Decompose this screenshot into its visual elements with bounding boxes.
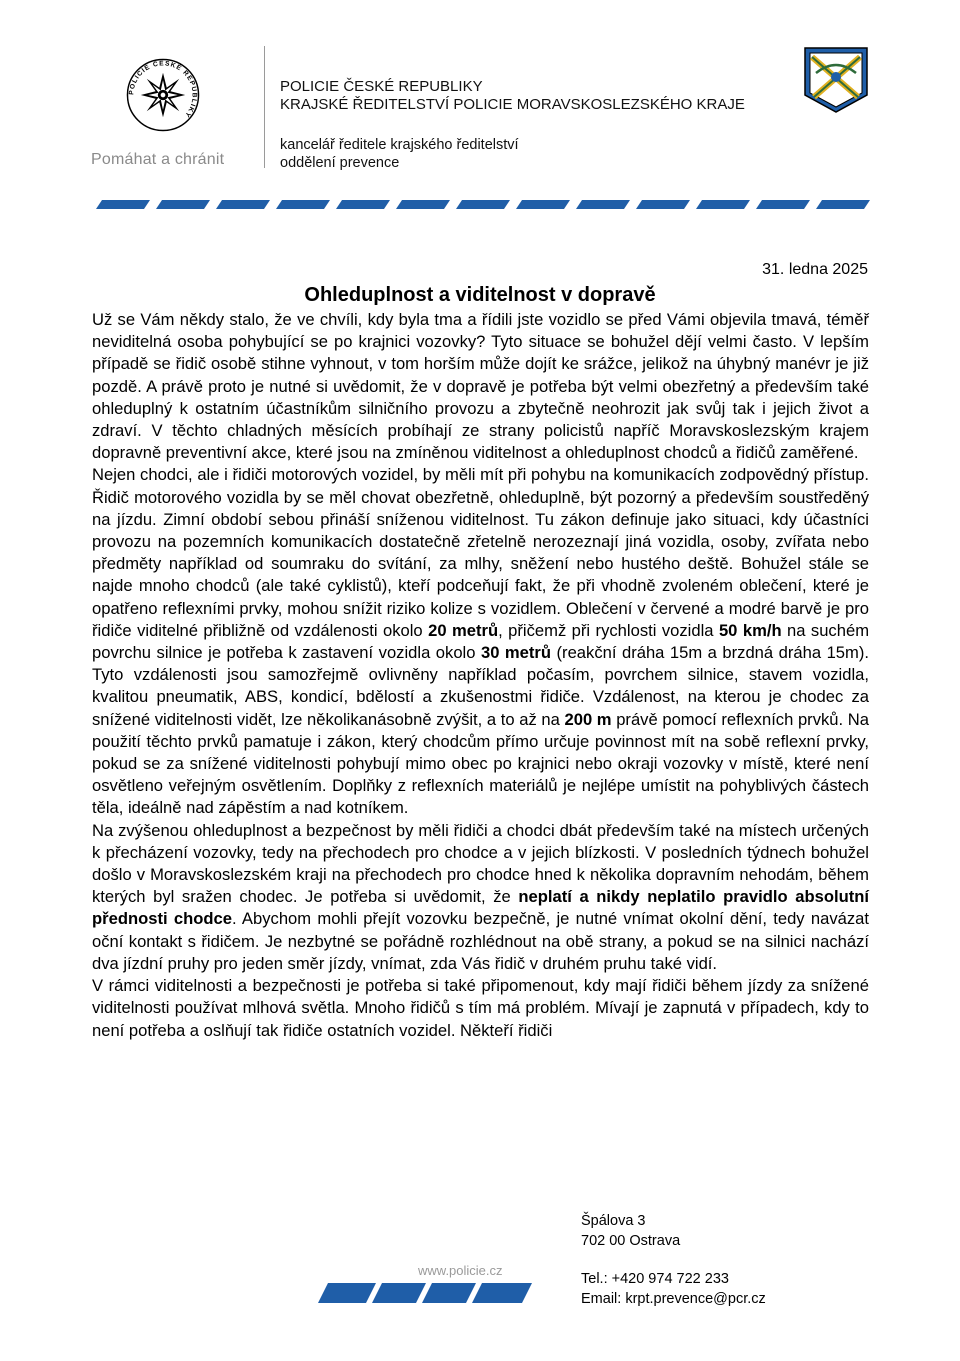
logo-ring-text: POLICIE ČESKÉ REPUBLIKY	[128, 60, 198, 119]
regional-crest-icon	[802, 45, 870, 115]
address-city: 702 00 Ostrava	[581, 1233, 681, 1249]
department-line-2: oddělení prevence	[280, 155, 400, 171]
paragraph: Už se Vám někdy stalo, že ve chvíli, kdy byla tma a řídili jste vozidlo se před Vámi objevila tmavá, téměř neviditelná osoba pohybující se po krajnici vozovky? Tyto situace se bohužel dějí velmi často. V lepším případě se řidič osobě stihne vyhnout, v tom horším může dojít ke srážce, jelikož na úhybný manévr je již pozdě. A právě proto je nutné si uvědomit, že v dopravě je potřeba být velmi obezřetný a především také ohleduplný k ostatním účastníkům silničního provozu a zbytečně neohrozit jak svůj tak i jejich život a zdraví. V těchto chladných měsících probíhají ze strany policistů napříč Moravskoslezským krajem dopravně preventivní akce, které jsou na zmíněnou viditelnost a ohleduplnost chodců a řidičů zaměřené.	[92, 310, 869, 463]
footer-contact	[581, 1269, 766, 1309]
header-stripe-bar	[92, 200, 870, 209]
paragraph: Na zvýšenou ohleduplnost a bezpečnost by měli řidiči a chodci dbát především také na místech určených k přecházení vozovky, tedy na přechodech pro chodce a v jejich blízkosti. V posledních týdnech bohužel došlo v Moravskoslezském kraji na přechodech pro chodce hned k několika dopravním nehodám, během kterých byl sražen chodec. Je potřeba si uvědomit, že neplatí a nikdy neplatilo pravidlo absolutní přednosti chodce. Abychom mohli přejít vozovku bezpečně, je nutné vnímat okolní dění, tedy navázat oční kontakt s řidičem. Je nezbytné se pořádně rozhlédnout na obě strany, a pokud se na silnici nachází dva jízdní pruhy pro jeden směr jízdy, vnímat, zda Vás řidič v druhém pruhu také vidí.	[92, 820, 869, 973]
police-motto: Pomáhat a chránit	[91, 151, 225, 168]
document-date: 31. ledna 2025	[762, 261, 868, 278]
footer-address	[581, 1211, 680, 1251]
paragraph: V rámci viditelnosti a bezpečnosti je potřeba si také připomenout, kdy mají řidiči během jízdy za snížené viditelnosti používat mlhová světla. Mnoho řidičů s tím má problém. Mívají je zapnutá v případech, kdy to není potřeba a oslňují tak řidiče ostatních vozidel. Někteří řidiči	[92, 976, 869, 1040]
contact-phone: Tel.: +420 974 722 233	[581, 1271, 729, 1287]
contact-email: Email: krpt.prevence@pcr.cz	[581, 1291, 766, 1307]
header-divider	[264, 46, 265, 168]
address-street: Špálova 3	[581, 1213, 646, 1229]
footer-website: www.policie.cz	[418, 1263, 503, 1278]
paragraph: Nejen chodci, ale i řidiči motorových vozidel, by měli mít při pohybu na komunikacích zodpovědný přístup. Řidič motorového vozidla by se měl chovat obezřetně, ohleduplně, být pozorný a především soustředěný na jízdu. Zimní období sebou přináší sníženou viditelnost. Tu zákon definuje jako situaci, kdy účastníci provozu na pozemních komunikacích dostatečně zřetelně nerozeznají jiná vozidla, osoby, zvířata nebo předměty například od soumraku do svítání, za mlhy, sněžení nebo hustého deště. Bohužel stále se najde mnoho chodců (ale také cyklistů), kteří podceňují fakt, že při vhodně zvoleném oblečení, které je opatřeno reflexními prvky, mohou snížit riziko kolize s vozidlem. Oblečení v červené a modré barvě je pro řidiče viditelné přibližně od vzdálenosti okolo 20 metrů, přičemž při rychlosti vozidla 50 km/h na suchém povrchu silnice je potřeba k zastavení vozidla okolo 30 metrů (reakční dráha 15m a brzdná dráha 15m). Tyto vzdálenosti jsou samozřejmě ovlivněny například počasím, povrchem silnice, stavem vozidla, kvalitou pneumatik, ABS, kondicí, bdělostí a zkušenostmi řidiče. Vzdálenost, na kterou je chodec za snížené viditelnosti vidět, lze několikanásobně zvýšit, a to až na 200 m právě pomocí reflexních prvků. Na použití těchto prvků pamatuje i zákon, který chodcům přímo určuje povinnost mít na sobě reflexní prvky, pokud se za snížené viditelnosti pohybují mimo obec po krajnici nebo okraji vozovky v místě, které není osvětleno veřejným osvětlením. Doplňky z reflexních materiálů je nejlépe umístit na pohyblivých částech těla, ideálně nad zápěstím a nad kotníkem.	[92, 465, 870, 818]
department-name	[280, 136, 519, 172]
document-body	[92, 309, 869, 1042]
document-title: Ohleduplnost a viditelnost v dopravě	[304, 284, 656, 306]
footer-stripe-bar	[318, 1283, 532, 1303]
organization-line-2: KRAJSKÉ ŘEDITELSTVÍ POLICIE MORAVSKOSLEZSKÉHO KRAJE	[280, 96, 745, 113]
organization-name	[280, 78, 745, 114]
department-line-1: kancelář ředitele krajského ředitelství	[280, 137, 519, 153]
organization-line-1: POLICIE ČESKÉ REPUBLIKY	[280, 78, 483, 95]
police-star-logo	[126, 58, 200, 132]
